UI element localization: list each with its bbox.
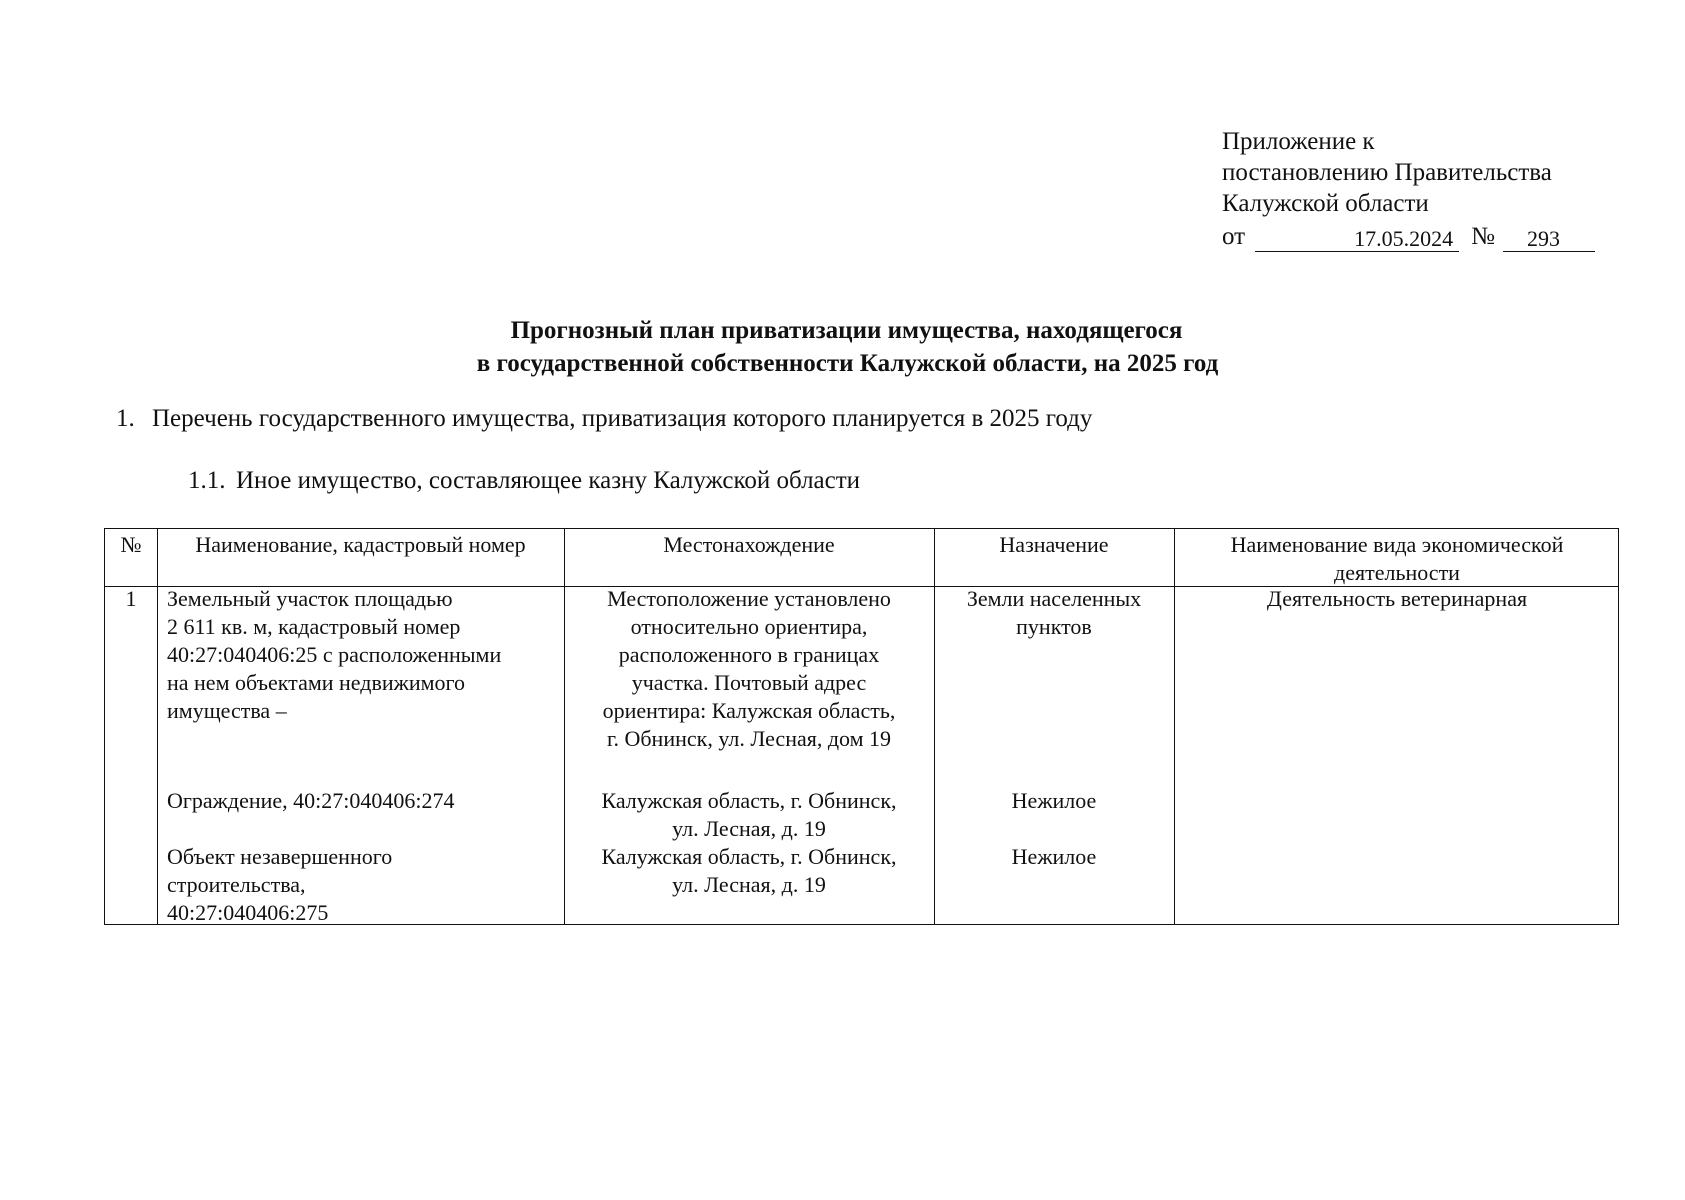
land-purpose-line: Земли населенных <box>966 586 1142 611</box>
from-label: от <box>1222 223 1246 250</box>
fence-name: Ограждение, 40:27:040406:274 <box>167 788 455 813</box>
unfinished-location-line: ул. Лесная, д. 19 <box>672 872 826 897</box>
header-location: Местонахождение <box>663 532 835 557</box>
land-plot-purpose <box>934 585 1174 641</box>
land-location-line: Местоположение установлено <box>607 586 891 611</box>
land-location-line: относительно ориентира, <box>630 614 868 639</box>
land-location-line: ориентира: Калужская область, <box>602 698 896 723</box>
section-text: Перечень государственного имущества, приватизация которого планируется в 2025 году <box>152 405 1093 432</box>
land-location-line: расположенного в границах <box>618 642 880 667</box>
unfinished-construction-name <box>167 843 562 927</box>
appendix-date-number-row <box>1222 221 1595 252</box>
land-purpose-line: пунктов <box>1016 614 1092 639</box>
fence-location-line: ул. Лесная, д. 19 <box>672 816 826 841</box>
property-table <box>104 528 1619 925</box>
appendix-line-1: Приложение к <box>1222 128 1375 155</box>
unfinished-name-line: Объект незавершенного <box>167 844 393 869</box>
section-heading <box>116 404 1092 434</box>
section-number: 1. <box>116 405 135 432</box>
land-name-line: 40:27:040406:25 с расположенными <box>167 642 502 667</box>
header-activity-line-2: деятельности <box>1334 560 1460 585</box>
unfinished-construction-purpose: Нежилое <box>1011 844 1097 869</box>
land-name-line: имущества – <box>167 698 287 723</box>
unfinished-construction-location <box>564 843 934 899</box>
title-line-1: Прогнозный план приватизации имущества, находящегося <box>510 317 1183 344</box>
land-location-line: участка. Почтовый адрес <box>631 670 867 695</box>
document-title <box>0 314 1685 380</box>
fence-purpose: Нежилое <box>1011 788 1097 813</box>
economic-activity: Деятельность ветеринарная <box>1266 586 1528 611</box>
resolution-date: 17.05.2024 <box>1255 225 1459 252</box>
fence-location <box>564 787 934 843</box>
resolution-number: 293 <box>1503 225 1595 252</box>
row-number: 1 <box>125 586 137 611</box>
header-name: Наименование, кадастровый номер <box>195 532 526 557</box>
appendix-line-2: постановлению Правительства <box>1222 159 1552 186</box>
appendix-reference <box>1222 126 1595 252</box>
appendix-line-3: Калужской области <box>1222 190 1429 217</box>
land-plot-name <box>167 585 562 725</box>
land-name-line: 2 611 кв. м, кадастровый номер <box>167 614 461 639</box>
land-name-line: на нем объектами недвижимого <box>167 670 465 695</box>
fence-location-line: Калужская область, г. Обнинск, <box>601 788 897 813</box>
number-sign: № <box>1471 223 1495 250</box>
header-purpose: Назначение <box>999 532 1109 557</box>
subsection-text: Иное имущество, составляющее казну Калужской области <box>236 467 861 494</box>
land-name-line: Земельный участок площадью <box>167 586 453 611</box>
title-line-2: в государственной собственности Калужской области, на 2025 год <box>476 350 1219 377</box>
land-location-line: г. Обнинск, ул. Лесная, дом 19 <box>606 726 892 751</box>
unfinished-location-line: Калужская область, г. Обнинск, <box>601 844 897 869</box>
unfinished-name-line: строительства, <box>167 872 306 897</box>
land-plot-location <box>564 585 934 753</box>
subsection-number: 1.1. <box>188 467 226 494</box>
subsection-heading <box>188 466 860 496</box>
header-activity <box>1174 531 1620 587</box>
unfinished-name-line: 40:27:040406:275 <box>167 900 329 925</box>
header-activity-line-1: Наименование вида экономической <box>1230 532 1564 557</box>
column-divider <box>157 529 158 924</box>
header-num: № <box>120 532 142 557</box>
